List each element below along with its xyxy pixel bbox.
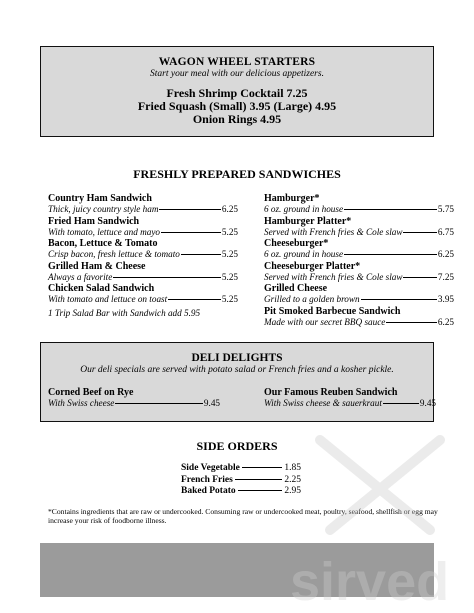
leader-line	[113, 277, 221, 278]
sandwich-name: Fried Ham Sandwich	[48, 215, 140, 227]
leader-line	[403, 232, 436, 233]
starters-title: WAGON WHEEL STARTERS	[158, 56, 316, 68]
sandwich-desc: Grilled to a golden brown	[264, 294, 360, 304]
deli-item	[48, 387, 220, 410]
side-item	[181, 475, 301, 487]
footnote: *Contains ingredients that are raw or undercooked. Consuming raw or undercooked meat, poultry, seafood, shellfish or egg may increase your risk of foodborne illness.	[48, 507, 438, 525]
side-name: Side Vegetable	[181, 463, 240, 473]
sandwich-desc: With tomato and lettuce on toast	[48, 294, 168, 304]
sandwich-desc: Thick, juicy country style ham	[48, 204, 159, 214]
sandwich-price: 5.25	[221, 294, 238, 304]
fork-knife-icon	[290, 420, 474, 613]
side-item	[181, 486, 301, 498]
sandwich-desc: Always a favorite	[48, 271, 113, 282]
sandwich-price: 5.25	[221, 226, 238, 237]
side-price: 2.25	[284, 474, 301, 485]
sandwich-name: Grilled Cheese	[264, 283, 328, 294]
sandwich-name: Cheeseburger*	[264, 238, 329, 249]
deli-price: 9.45	[419, 398, 436, 408]
salad-bar-addon: 1 Trip Salad Bar with Sandwich add 5.95	[48, 307, 201, 318]
leader-line	[235, 479, 283, 480]
sandwich-price: 5.25	[221, 271, 238, 282]
leader-line	[403, 277, 436, 278]
sides-title: SIDE ORDERS	[196, 439, 278, 453]
side-price: 1.85	[284, 463, 301, 473]
side-price: 2.95	[284, 486, 301, 496]
sandwiches-left-column	[48, 193, 238, 318]
leader-line	[344, 209, 437, 210]
leader-line	[361, 299, 437, 300]
sandwiches-title: FRESHLY PREPARED SANDWICHES	[133, 167, 341, 181]
sandwich-price: 6.25	[437, 316, 454, 327]
leader-line	[344, 254, 437, 255]
sandwich-name: Country Ham Sandwich	[48, 193, 152, 204]
deli-price: 9.45	[203, 398, 220, 408]
sandwich-name: Pit Smoked Barbecue Sandwich	[264, 305, 401, 317]
sandwich-item	[264, 283, 454, 306]
side-item	[181, 463, 301, 475]
deli-name: Our Famous Reuben Sandwich	[264, 387, 398, 398]
leader-line	[386, 322, 437, 323]
leader-line	[181, 254, 221, 255]
side-name: French Fries	[181, 474, 233, 485]
sandwich-price: 5.75	[437, 204, 454, 214]
sandwich-item	[264, 216, 454, 239]
sandwiches-right-column	[264, 193, 454, 328]
sandwich-desc: 6 oz. ground in house	[264, 249, 344, 259]
sandwich-item	[48, 283, 238, 306]
sandwich-price: 6.25	[437, 249, 454, 259]
sandwich-desc: Made with our secret BBQ sauce	[264, 316, 386, 327]
leader-line	[161, 232, 221, 233]
deli-title: DELI DELIGHTS	[191, 352, 283, 364]
deli-desc: With Swiss cheese	[48, 398, 115, 408]
sandwich-item	[264, 261, 454, 284]
starter-item: Onion Rings 4.95	[192, 112, 282, 126]
watermark-logo	[290, 420, 474, 613]
leader-line	[242, 467, 283, 468]
sandwich-item	[264, 238, 454, 261]
sandwich-desc: Crisp bacon, fresh lettuce & tomato	[48, 249, 180, 259]
deli-name: Corned Beef on Rye	[48, 387, 134, 398]
leader-line	[383, 403, 419, 404]
deli-box	[40, 342, 434, 422]
sandwich-name: Hamburger*	[264, 193, 320, 204]
leader-line	[168, 299, 221, 300]
deli-desc: With Swiss cheese & sauerkraut	[264, 398, 382, 408]
deli-item	[264, 387, 436, 410]
sandwich-name: Chicken Salad Sandwich	[48, 283, 155, 294]
sandwich-item	[264, 193, 454, 216]
sandwich-desc: Served with French fries & Cole slaw	[264, 271, 403, 282]
starter-item: Fried Squash (Small) 3.95 (Large) 4.95	[137, 99, 337, 113]
deli-subtitle: Our deli specials are served with potato salad or French fries and a kosher pickle.	[80, 365, 394, 375]
sandwich-name: Cheeseburger Platter*	[264, 260, 361, 272]
sandwich-price: 7.25	[437, 271, 454, 282]
sandwich-desc: Served with French fries & Cole slaw	[264, 226, 403, 237]
sandwich-desc: 6 oz. ground in house	[264, 204, 344, 214]
sandwich-desc: With tomato, lettuce and mayo	[48, 226, 161, 237]
sandwich-item	[264, 306, 454, 329]
sandwich-item	[48, 261, 238, 284]
sandwich-name: Grilled Ham & Cheese	[48, 260, 146, 272]
sandwich-item	[48, 193, 238, 216]
starter-item: Fresh Shrimp Cocktail 7.25	[166, 86, 308, 100]
starters-subtitle: Start your meal with our delicious appetizers.	[150, 69, 324, 79]
sandwich-price: 3.95	[437, 294, 454, 304]
sandwich-name: Hamburger Platter*	[264, 215, 352, 227]
side-name: Baked Potato	[181, 486, 236, 496]
sandwich-price: 5.25	[221, 249, 238, 259]
starters-items	[41, 87, 433, 126]
sandwich-item	[48, 238, 238, 261]
starters-box	[40, 46, 434, 137]
leader-line	[115, 403, 203, 404]
sandwich-name: Bacon, Lettuce & Tomato	[48, 238, 158, 249]
sandwich-price: 6.75	[437, 226, 454, 237]
sandwich-price: 6.25	[221, 204, 238, 214]
sandwich-item	[48, 216, 238, 239]
leader-line	[159, 209, 220, 210]
svg-text:sirved: sirved	[290, 552, 450, 612]
sides-list	[181, 463, 301, 498]
leader-line	[238, 490, 283, 491]
